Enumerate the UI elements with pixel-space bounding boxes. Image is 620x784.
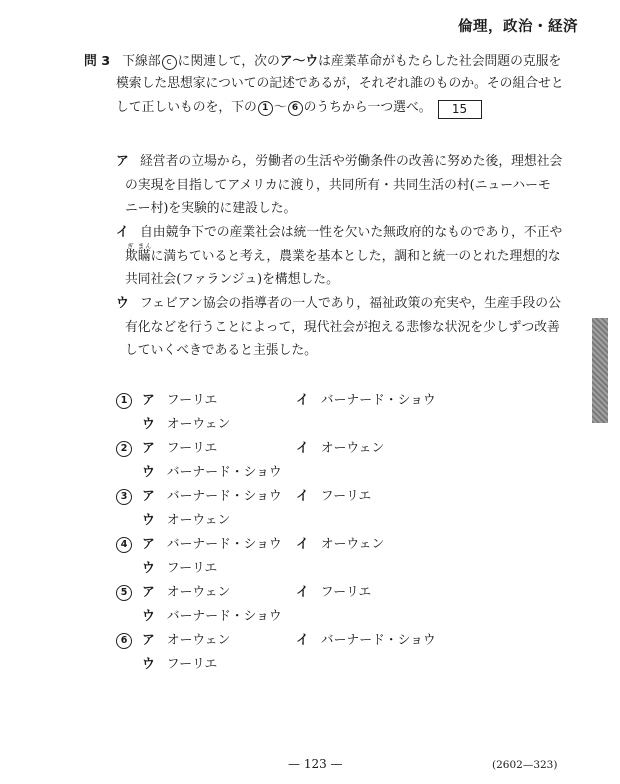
statement-u — [116, 292, 561, 363]
option-value-a: バーナード・ショウ — [166, 489, 282, 504]
option-key-a: ア — [142, 393, 155, 408]
option-value-i: バーナード・ショウ — [320, 393, 436, 408]
statement-text: 自由競争下での産業社会は統一性を欠いた無政府的なものであり，不正や — [140, 225, 563, 240]
option-key-u: ウ — [142, 561, 155, 576]
statement-text: 共同社会(ファランジュ)を構想した。 — [125, 272, 339, 287]
option-row-continued — [116, 559, 217, 579]
option-row-continued — [116, 415, 230, 435]
statement-text: に満ちていると考え，農業を基本とした，調和と統一のとれた理想的な — [150, 248, 561, 264]
answer-number-box: 15 — [438, 100, 482, 119]
question-line-1 — [84, 51, 561, 73]
option-key-a: ア — [142, 489, 155, 504]
option-value-a: オーウェン — [166, 633, 231, 648]
option-key-u: ウ — [142, 417, 155, 432]
option-row — [116, 487, 372, 507]
option-value-a: フーリエ — [166, 393, 218, 408]
option-key-a: ア — [142, 585, 155, 600]
option-value-u: フーリエ — [166, 657, 218, 672]
option-value-u: オーウェン — [166, 513, 231, 528]
underline-marker-icon: c — [162, 55, 177, 70]
option-value-a: オーウェン — [166, 585, 231, 600]
option-row — [116, 439, 385, 459]
statement-label: イ — [116, 225, 129, 240]
option-value-u: バーナード・ショウ — [166, 609, 282, 624]
option-value-i: フーリエ — [320, 489, 372, 504]
ruby-word — [125, 241, 153, 269]
option-key-a: ア — [142, 537, 155, 552]
ruby-reading: ぎ まん — [127, 241, 153, 250]
option-value-i: オーウェン — [320, 441, 385, 456]
option-number-icon: 1 — [116, 393, 132, 409]
page-code: (2602—323) — [492, 759, 558, 771]
option-number-icon: 4 — [116, 537, 132, 553]
option-key-i: イ — [296, 537, 309, 552]
question-text: ～ — [273, 100, 287, 115]
question-text: して正しいものを，下の — [116, 100, 257, 115]
option-range-start-icon: 1 — [258, 101, 273, 116]
statement-text: していくべきであると主張した。 — [125, 343, 317, 358]
option-range-end-icon: 6 — [288, 101, 303, 116]
option-key-i: イ — [296, 585, 309, 600]
question-text: のうちから一つ選べ。 — [303, 100, 432, 115]
option-value-u: フーリエ — [166, 561, 218, 576]
question-text: は産業革命がもたらした社会問題の克服を — [318, 54, 562, 69]
page-number: — 123 — — [288, 757, 343, 771]
option-key-i: イ — [296, 441, 309, 456]
option-key-u: ウ — [142, 513, 155, 528]
option-row-continued — [116, 463, 282, 483]
statement-text: フェビアン協会の指導者の一人であり，福祉政策の充実や，生産手段の公 — [140, 296, 561, 311]
statement-label: ア — [116, 154, 129, 169]
option-row-continued — [116, 655, 217, 675]
option-row — [116, 631, 436, 651]
option-number-icon: 6 — [116, 633, 132, 649]
option-key-u: ウ — [142, 657, 155, 672]
section-tab-marker — [592, 318, 608, 423]
question-line-3 — [116, 97, 482, 119]
statement-text: ニー村)を実験的に建設した。 — [125, 201, 297, 216]
question-text: に関連して，次の — [177, 54, 280, 69]
option-key-a: ア — [142, 633, 155, 648]
option-row — [116, 391, 436, 411]
option-row-continued — [116, 511, 230, 531]
option-value-a: バーナード・ショウ — [166, 537, 282, 552]
statement-i — [116, 221, 562, 292]
option-key-a: ア — [142, 441, 155, 456]
ruby-base: 欺瞞 — [125, 248, 151, 264]
statement-a — [116, 150, 562, 221]
option-value-a: フーリエ — [166, 441, 218, 456]
option-number-icon: 3 — [116, 489, 132, 505]
option-value-u: オーウェン — [166, 417, 231, 432]
statement-text: の実現を目指してアメリカに渡り，共同所有・共同生活の村(ニューハーモ — [125, 177, 551, 193]
option-number-icon: 2 — [116, 441, 132, 457]
option-row — [116, 583, 372, 603]
statement-text: 経営者の立場から，労働者の生活や労働条件の改善に努めた後，理想社会 — [140, 154, 563, 169]
option-key-i: イ — [296, 489, 309, 504]
option-value-i: フーリエ — [320, 585, 372, 600]
question-text: 下線部 — [122, 54, 161, 69]
option-key-i: イ — [296, 393, 309, 408]
option-row — [116, 535, 385, 555]
question-keys: ア～ウ — [279, 54, 319, 69]
option-value-u: バーナード・ショウ — [166, 465, 282, 480]
statement-label: ウ — [116, 296, 129, 311]
option-number-icon: 5 — [116, 585, 132, 601]
option-key-u: ウ — [142, 465, 155, 480]
option-value-i: オーウェン — [320, 537, 385, 552]
option-value-i: バーナード・ショウ — [320, 633, 436, 648]
question-number: 問 3 — [84, 54, 111, 69]
option-row-continued — [116, 607, 282, 627]
subject-header: 倫理，政治・経済 — [458, 19, 578, 35]
statement-text: 有化などを行うことによって，現代社会が抱える悲惨な状況を少しずつ改善 — [125, 319, 560, 335]
option-key-u: ウ — [142, 609, 155, 624]
question-line-2: 模索した思想家についての記述であるが，それぞれ誰のものか。その組合せと — [116, 76, 564, 91]
option-key-i: イ — [296, 633, 309, 648]
